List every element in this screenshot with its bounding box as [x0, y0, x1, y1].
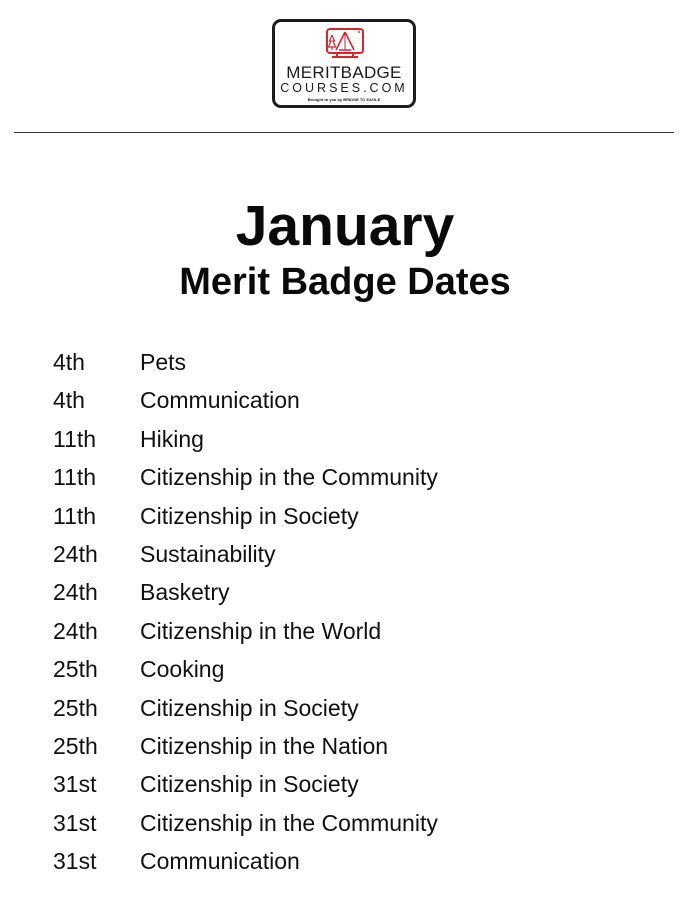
date-row — [0, 573, 690, 611]
badge-name: Communication — [140, 387, 300, 414]
page-subtitle: Merit Badge Dates — [179, 261, 511, 303]
badge-name: Communication — [140, 848, 300, 875]
date-row — [0, 650, 690, 688]
header-divider — [14, 132, 674, 133]
date-day: 24th — [53, 617, 98, 644]
date-day: 24th — [53, 540, 98, 567]
badge-name: Citizenship in the Community — [140, 464, 438, 491]
date-day: 11th — [53, 502, 97, 529]
date-day: 31st — [53, 809, 97, 836]
date-row — [0, 420, 690, 458]
logo-tagline: Brought to you by BRIDGE TO EAGLE — [307, 97, 381, 102]
date-day: 11th — [53, 425, 97, 452]
badge-name: Citizenship in the Nation — [140, 732, 389, 759]
badge-name: Pets — [140, 349, 187, 375]
merit-badge-date-list — [0, 343, 690, 880]
date-row — [0, 381, 690, 419]
badge-name: Basketry — [140, 579, 230, 606]
badge-name: Citizenship in Society — [140, 694, 359, 721]
date-row — [0, 689, 690, 727]
badge-name: Citizenship in the Community — [140, 809, 438, 836]
page-title: January — [235, 194, 455, 258]
date-day: 25th — [53, 656, 98, 683]
date-row — [0, 804, 690, 842]
badge-name: Citizenship in Society — [140, 771, 359, 798]
badge-name: Citizenship in the World — [140, 617, 382, 644]
date-row — [0, 535, 690, 573]
date-row — [0, 842, 690, 880]
logo-wordmark-line1: MERITBADGE — [286, 63, 402, 82]
badge-name: Citizenship in Society — [140, 502, 359, 529]
date-day: 24th — [53, 579, 98, 606]
monitor-tent-tree-icon — [322, 26, 368, 62]
date-day: 31st — [53, 848, 97, 875]
badge-name: Hiking — [140, 425, 204, 452]
date-row — [0, 343, 690, 381]
date-day: 31st — [53, 771, 97, 798]
site-logo[interactable] — [272, 19, 416, 108]
date-row — [0, 458, 690, 496]
date-day: 25th — [53, 732, 98, 759]
logo-wordmark-line2: COURSES.COM — [280, 81, 408, 95]
date-day: 4th — [53, 349, 85, 375]
date-day: 4th — [53, 387, 85, 414]
date-day: 11th — [53, 464, 97, 491]
date-row — [0, 727, 690, 765]
badge-name: Cooking — [140, 656, 225, 683]
date-row — [0, 497, 690, 535]
badge-name: Sustainability — [140, 540, 276, 567]
date-day: 25th — [53, 694, 98, 721]
date-row — [0, 612, 690, 650]
date-row — [0, 765, 690, 803]
